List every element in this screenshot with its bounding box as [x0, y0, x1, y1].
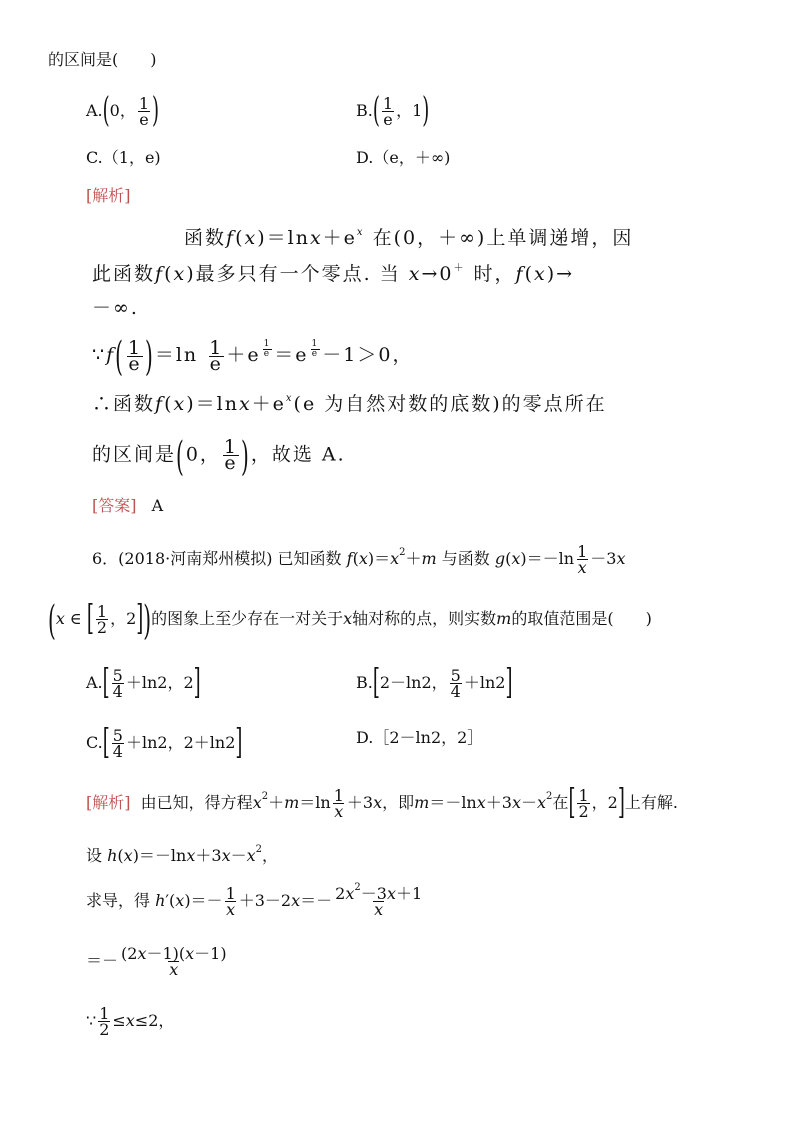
q6-option-b: B.[2－ln2， $\frac{5}{4}$ ＋ln2]	[356, 662, 513, 703]
q6-option-a: A.[ $\frac{5}{4}$ ＋ln2，2]	[86, 662, 201, 703]
q5-option-d: D.（e，＋∞)	[356, 148, 451, 167]
q5-analysis-tag: [解析]	[86, 186, 131, 205]
q5-analysis-line-1: 函数$f(x)=\ln x+e^x$ 在(0，＋∞)上单调递增，因	[184, 227, 634, 249]
q5-option-b: B.( $\frac{1}{e}$ ，1)	[356, 90, 430, 131]
q5-option-a: A.(0， $\frac{1}{e}$ )	[86, 90, 160, 131]
q5-analysis-line-5: ∴函数$f(x)=\ln x+e^x(e$ 为自然对数的底数)的零点所在	[92, 393, 607, 415]
q6-option-d: D.［2－ln2，2］	[356, 728, 484, 747]
q6-stem-line-2: (x ∈ [ $\frac{1}{2}$ ，2])的图象上至少存在一对关于x轴对称的点，则实数m的取值范围是( )	[48, 595, 652, 644]
q5-analysis-line-4: ∵f( $\frac{1}{e}$ )＝ln $\frac{1}{e}$ ＋e $^{\frac{1}{e}}$ ＝e $^{\frac{1}{e}}$ －1＞0，	[92, 332, 414, 380]
q6-analysis-line-4: ＝－ $\frac{(2x-1)(x-1)}{x}$	[86, 944, 227, 979]
q6-analysis-tag: [解析]	[86, 793, 131, 812]
q6-option-c: C.[ $\frac{5}{4}$ ＋ln2，2＋ln2]	[86, 722, 243, 763]
q5-analysis-line-3: －∞.	[92, 297, 139, 319]
q6-stem-line-1: 6．(2018·河南郑州模拟) 已知函数 $f(x)=x^2+m$ 与函数 g(x)＝－ln $\frac{1}{x}$ －3x	[92, 542, 626, 577]
q6-analysis-line-5: ∵ $\frac{1}{2}$ ≤x≤2，	[86, 1004, 175, 1039]
q5-analysis-line-2: 此函数f(x)最多只有一个零点. 当 x→0＋ 时，f(x)→	[92, 263, 575, 285]
q5-option-c: C.（1，e)	[86, 148, 161, 167]
q6-analysis-line-2: 设 $h(x)=-\ln x+3x-x^2$，	[86, 844, 279, 865]
q6-analysis-line-3: 求导，得 h′(x)＝－ $\frac{1}{x}$ ＋3－2x＝－ $\frac{2x^2-3x+1}{x}$	[86, 882, 423, 919]
q6-analysis-line-1: [解析] 由已知，得方程$x^2+m=\ln$ $\frac{1}{x}$ ＋3x，即$m=-\ln x+3x-x^2$在[ $\frac{1}{2}$ ，2]上有解.	[86, 782, 678, 823]
q5-stem-tail-text: 的区间是( )	[48, 50, 157, 69]
q5-analysis-line-6: 的区间是(0， $\frac{1}{e}$ )，故选 A.	[92, 431, 346, 480]
q5-stem-tail	[48, 50, 157, 70]
q5-answer: [答案] A	[92, 496, 164, 515]
